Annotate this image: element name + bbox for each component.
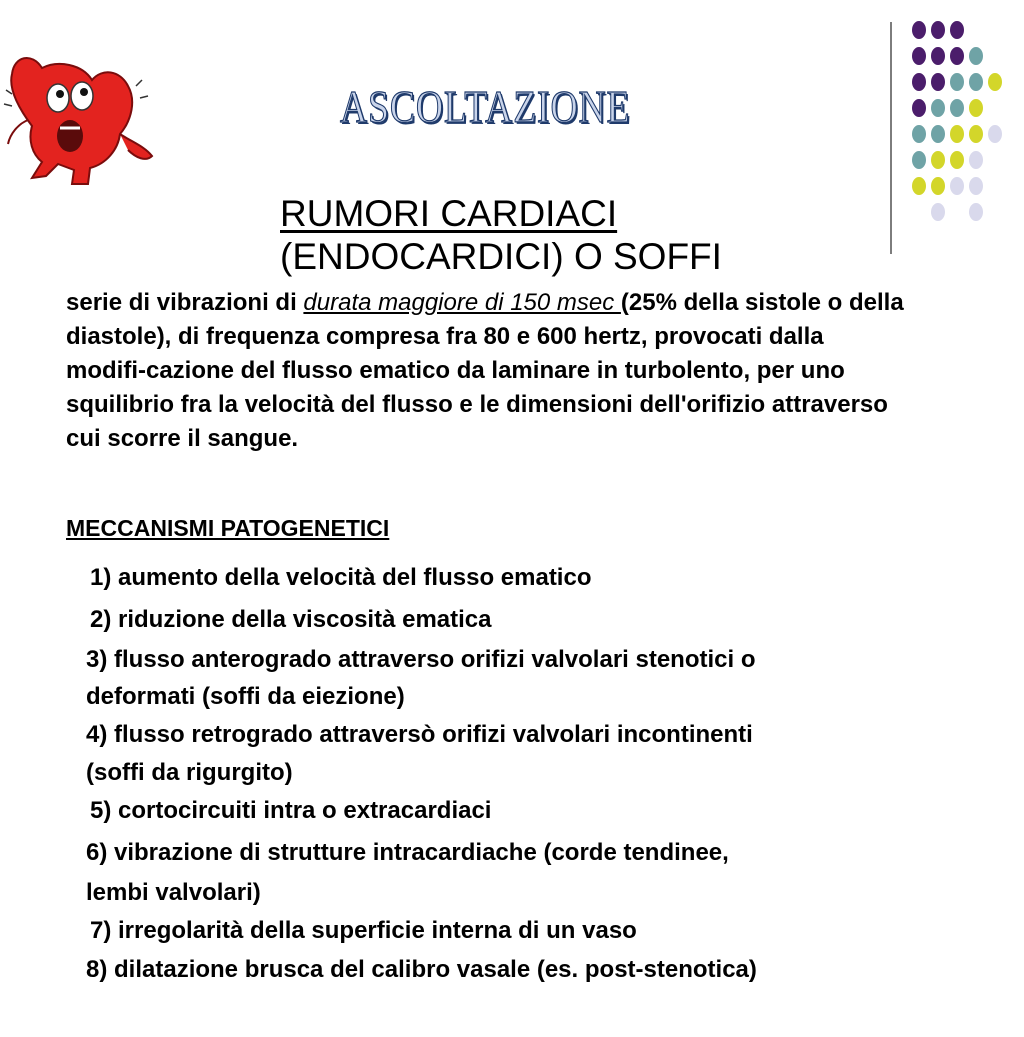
decor-dot xyxy=(912,125,926,143)
mechanism-item: 5) cortocircuiti intra o extracardiaci xyxy=(90,797,492,824)
decor-dot xyxy=(912,73,926,91)
mechanism-item: 1) aumento della velocità del flusso ematico xyxy=(90,564,592,591)
mechanism-item: 7) irregolarità della superficie interna di un vaso xyxy=(90,917,637,944)
decor-dot xyxy=(950,125,964,143)
decor-dot xyxy=(969,47,983,65)
decor-dot xyxy=(912,99,926,117)
subtitle-line-2: (ENDOCARDICI) O SOFFI xyxy=(280,236,722,277)
decor-dot xyxy=(931,151,945,169)
decor-dot xyxy=(931,125,945,143)
definition-body: (25% della sistole o della diastole), di frequenza compresa fra 80 e 600 hertz, provocati dalla modifi-cazione del flusso ematico da laminare in turbolento, per uno squilibrio fra la velocità del flusso e le dimensioni dell'orifizio attraverso cui scorre il sangue. xyxy=(66,289,904,452)
subtitle-line-1: RUMORI CARDIACI xyxy=(280,193,618,234)
definition-highlight: durata maggiore di 150 msec xyxy=(303,289,621,316)
definition-paragraph xyxy=(66,286,906,456)
decor-dot xyxy=(912,21,926,39)
mechanism-item: 8) dilatazione brusca del calibro vasale (es. post-stenotica) xyxy=(86,956,757,983)
decor-dot xyxy=(950,47,964,65)
decor-dot xyxy=(988,125,1002,143)
decor-dot xyxy=(988,73,1002,91)
divider-line xyxy=(890,22,892,254)
definition-intro: serie di vibrazioni di xyxy=(66,289,304,316)
decor-dot xyxy=(950,151,964,169)
decor-dot xyxy=(931,21,945,39)
dot-grid-pattern xyxy=(905,18,1015,228)
decor-dot xyxy=(912,47,926,65)
mechanism-item: 2) riduzione della viscosità ematica xyxy=(90,606,492,633)
decor-dot xyxy=(969,203,983,221)
decor-dot xyxy=(912,177,926,195)
decor-dot xyxy=(950,21,964,39)
mechanism-item: lembi valvolari) xyxy=(86,879,261,906)
decor-dot xyxy=(969,151,983,169)
decor-dot xyxy=(950,177,964,195)
mechanism-item: (soffi da rigurgito) xyxy=(86,759,293,786)
decor-dot xyxy=(969,99,983,117)
scared-heart-cartoon-icon xyxy=(2,50,158,190)
mechanism-item: 4) flusso retrogrado attraversò orifizi valvolari incontinenti xyxy=(86,721,753,748)
mechanism-item: 3) flusso anterogrado attraverso orifizi valvolari stenotici o xyxy=(86,646,756,673)
decor-dot xyxy=(969,177,983,195)
decor-dot xyxy=(912,151,926,169)
decor-dot xyxy=(931,203,945,221)
decor-dot xyxy=(931,177,945,195)
mechanism-item: 6) vibrazione di strutture intracardiache (corde tendinee, xyxy=(86,839,729,866)
decor-dot xyxy=(931,99,945,117)
page-title: ASCOLTAZIONE xyxy=(340,81,631,132)
subtitle xyxy=(280,192,722,278)
decor-dot xyxy=(931,73,945,91)
decor-dot xyxy=(950,73,964,91)
decor-dot xyxy=(931,47,945,65)
mechanisms-heading: MECCANISMI PATOGENETICI xyxy=(66,515,390,541)
decor-dot xyxy=(950,99,964,117)
decor-dot xyxy=(969,125,983,143)
decor-dot xyxy=(969,73,983,91)
mechanism-item: deformati (soffi da eiezione) xyxy=(86,683,405,710)
